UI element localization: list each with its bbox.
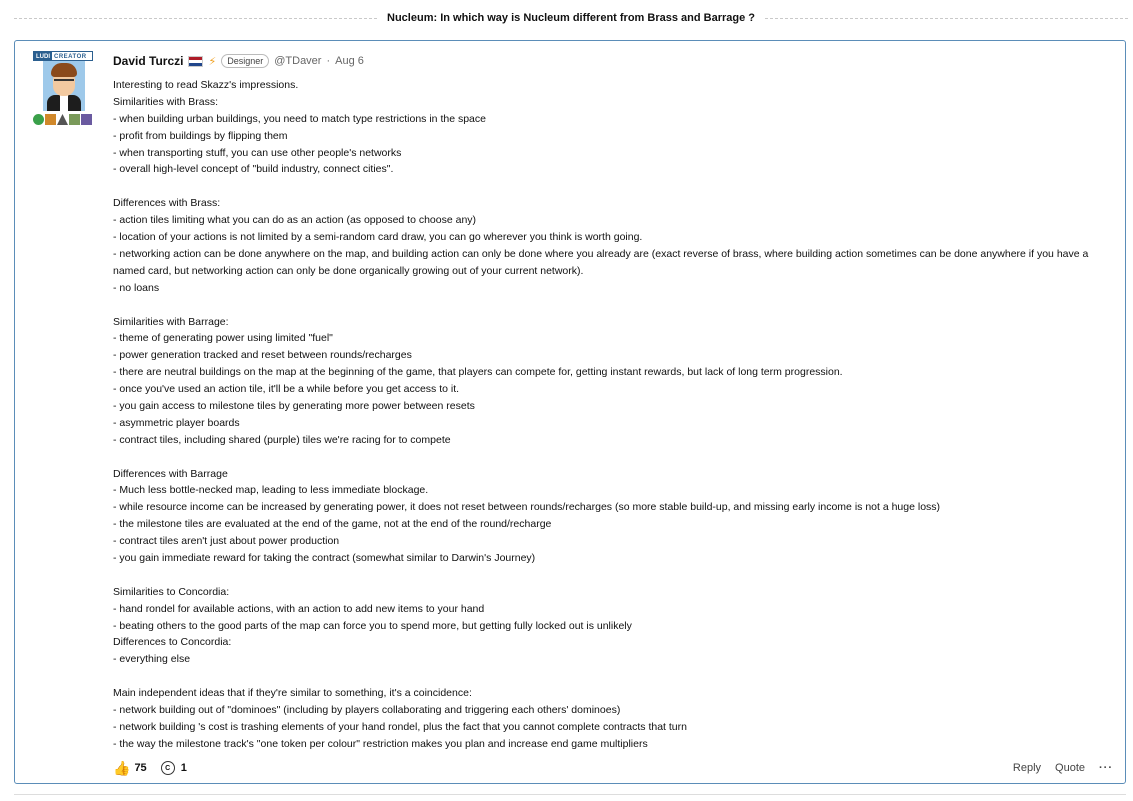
- post-line: - contract tiles, including shared (purple) tiles we're racing for to compete: [113, 433, 451, 446]
- post-line: Differences with Brass:: [113, 197, 221, 210]
- avatar-shirt: [60, 95, 68, 111]
- post-line: - there are neutral buildings on the map at the beginning of the game, that players can compete for, getting instant rewards, but lack of long term progression.: [113, 366, 843, 379]
- blank-line: [113, 178, 1118, 195]
- thumbs-count: 75: [134, 762, 147, 774]
- post-line: - no loans: [113, 281, 160, 294]
- reply-button[interactable]: Reply: [1012, 762, 1042, 774]
- post-line: - action tiles limiting what you can do as an action (as opposed to choose any): [113, 214, 477, 227]
- post-line: - when building urban buildings, you need to match type restrictions in the space: [113, 112, 486, 125]
- post-line: - beating others to the good parts of the map can force you to spend more, but getting fully locked out is unlikely: [113, 619, 632, 632]
- blank-line: [113, 449, 1118, 466]
- post-line: - Much less bottle-necked map, leading to less immediate blockage.: [113, 484, 429, 497]
- badge-icon-5[interactable]: [81, 114, 92, 125]
- blank-line: [113, 668, 1118, 685]
- post-line: - the way the milestone track's "one token per colour" restriction makes you plan and increase end game multipliers: [113, 737, 648, 750]
- author-handle[interactable]: @TDaver: [274, 55, 322, 67]
- post-line: - everything else: [113, 653, 191, 666]
- thread-header: [14, 8, 1128, 28]
- designer-badge: Designer: [221, 54, 269, 68]
- post-line: - profit from buildings by flipping them: [113, 129, 288, 142]
- avatar-glasses: [54, 79, 74, 85]
- post-line: - networking action can be done anywhere on the map, and building action can only be done where you already are (exact reverse of brass, where building action sometimes can be done anywhere if you have a named card, but networking action can only be done organically growing out of your current network).: [113, 247, 1089, 277]
- post-line: Similarities to Concordia:: [113, 585, 230, 598]
- avatar-hair: [51, 63, 77, 77]
- post-line: Differences to Concordia:: [113, 636, 232, 649]
- thumbs-up-icon[interactable]: 👍: [113, 759, 131, 776]
- creator-label: CREATOR: [54, 54, 87, 60]
- netherlands-flag-icon: [188, 56, 203, 67]
- blank-line: [113, 297, 1118, 314]
- post-date[interactable]: Aug 6: [335, 55, 364, 67]
- header-rule-right: [765, 18, 1128, 19]
- ludi-creator-badge[interactable]: [33, 51, 93, 61]
- separator-dot: ·: [326, 55, 331, 67]
- post-line: Main independent ideas that if they're similar to something, it's a coincidence:: [113, 687, 472, 700]
- post-line: - the milestone tiles are evaluated at the end of the game, not at the end of the round/recharge: [113, 518, 552, 531]
- author-name[interactable]: David Turczi: [113, 54, 184, 68]
- post-line: - you gain immediate reward for taking the contract (somewhat similar to Darwin's Journey): [113, 551, 536, 564]
- comment-count: 1: [180, 762, 187, 774]
- post-line: - while resource income can be increased by generating power, it does not reset between rounds/recharges (so more stable build-up, and missing early income is not a huge loss): [113, 501, 941, 514]
- post-line: - network building out of "dominoes" (including by players collaborating and triggering each others' dominoes): [113, 703, 621, 716]
- post-line: Interesting to read Skazz's impressions.: [113, 79, 299, 91]
- author-line: [113, 53, 364, 69]
- avatar[interactable]: [43, 61, 85, 111]
- forum-post: [14, 40, 1126, 784]
- post-line: - you gain access to milestone tiles by generating more power between resets: [113, 399, 475, 412]
- blank-line: [113, 567, 1118, 584]
- badge-icon-3[interactable]: [57, 114, 68, 125]
- more-options-icon[interactable]: ···: [1099, 762, 1113, 774]
- post-line: - when transporting stuff, you can use other people's networks: [113, 146, 402, 159]
- post-line: - network building 's cost is trashing elements of your hand rondel, plus the fact that you cannot complete contracts that turn: [113, 720, 687, 733]
- post-line: Differences with Barrage: [113, 467, 228, 480]
- quote-button[interactable]: Quote: [1055, 762, 1085, 774]
- user-badges: [33, 114, 101, 125]
- post-line: - once you've used an action tile, it'll be a while before you get access to it.: [113, 383, 460, 396]
- badge-icon-4[interactable]: [69, 114, 80, 125]
- post-line: - theme of generating power using limited "fuel": [113, 332, 333, 345]
- author-avatar-column: [33, 51, 101, 125]
- post-line: Similarities with Barrage:: [113, 315, 229, 328]
- thread-title[interactable]: Nucleum: In which way is Nucleum different from Brass and Barrage ?: [387, 12, 755, 24]
- comment-icon[interactable]: C: [161, 761, 175, 775]
- post-line: Similarities with Brass:: [113, 95, 219, 108]
- post-line: - power generation tracked and reset between rounds/recharges: [113, 349, 412, 362]
- post-line: - asymmetric player boards: [113, 416, 240, 429]
- post-line: - overall high-level concept of "build industry, connect cities".: [113, 163, 394, 176]
- header-rule-left: [14, 18, 377, 19]
- ludi-label: LUDI: [36, 54, 50, 60]
- post-body: [113, 77, 1118, 753]
- badge-icon-2[interactable]: [45, 114, 56, 125]
- post-line: - hand rondel for available actions, with an action to add new items to your hand: [113, 602, 485, 615]
- post-line: - location of your actions is not limited by a semi-random card draw, you can go wherever you think is worth going.: [113, 231, 643, 244]
- post-footer: [113, 759, 1113, 777]
- badge-icon-1[interactable]: [33, 114, 44, 125]
- flag-stripe-blue: [189, 63, 202, 66]
- lightning-icon: ⚡: [208, 55, 217, 68]
- post-line: - contract tiles aren't just about power production: [113, 535, 340, 548]
